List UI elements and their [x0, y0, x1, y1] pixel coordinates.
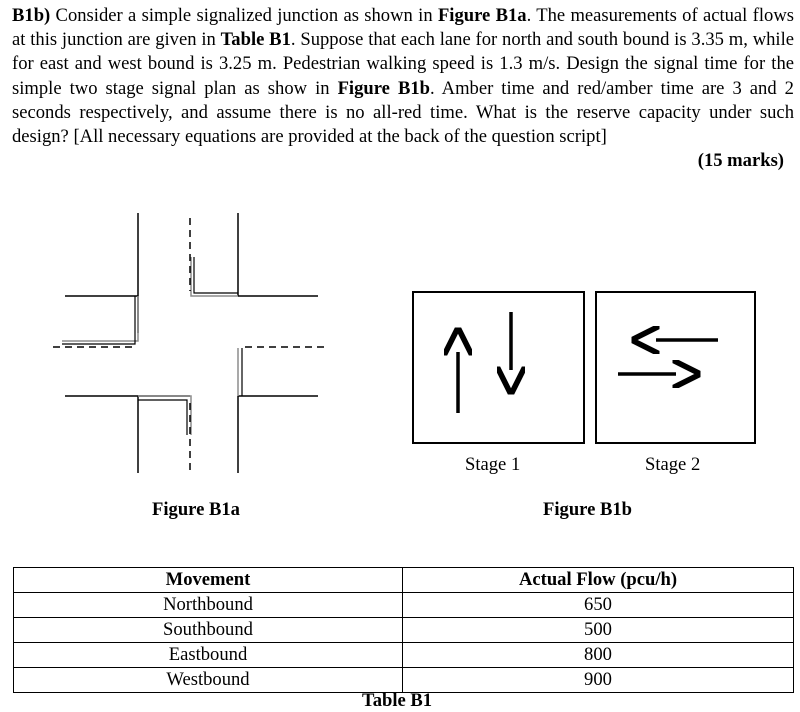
movement-cell: Eastbound: [14, 643, 403, 668]
question-text-part-1: Consider a simple signalized junction as shown in: [50, 5, 438, 26]
stage-2-label: Stage 2: [645, 454, 701, 475]
flow-table: [13, 567, 794, 693]
table-b1-caption: Table B1: [362, 690, 433, 711]
stage-2-box: [596, 292, 755, 443]
flow-cell: 650: [403, 593, 794, 618]
movement-cell: Southbound: [14, 618, 403, 643]
table-row: [14, 643, 794, 668]
stage-1-box: [413, 292, 584, 443]
figure-b1b-caption: Figure B1b: [543, 499, 633, 520]
movement-cell: Westbound: [14, 668, 403, 693]
stop-line: [191, 257, 238, 296]
movement-cell: Northbound: [14, 593, 403, 618]
junction-diagram: [50, 213, 330, 478]
signal-stage-diagram: [408, 288, 760, 448]
marks-label: (15 marks): [697, 150, 784, 172]
flow-cell: 900: [403, 668, 794, 693]
flow-cell: 500: [403, 618, 794, 643]
flow-cell: 800: [403, 643, 794, 668]
question-text-part-4: . Amber time and red/amber time are 3 and 2 seconds respectively, and assume there is no all-red time. What is the reserve capacity under such design? [All necessary equations are provided at the back of the question script]: [12, 77, 794, 148]
table-row: [14, 668, 794, 693]
table-header-movement: Movement: [14, 568, 403, 593]
table-header-row: [14, 568, 794, 593]
figure-b1a-caption: Figure B1a: [152, 499, 240, 520]
table-row: [14, 618, 794, 643]
stop-line: [194, 257, 238, 293]
stop-line: [62, 296, 135, 344]
stop-line: [138, 396, 191, 435]
stop-line: [138, 400, 187, 435]
table-row: [14, 593, 794, 618]
figure-b1a-reference: Figure B1a: [437, 5, 527, 26]
question-text-part-2: . The measurements of actual flows at this junction are given in: [12, 5, 794, 51]
table-b1-reference: Table B1: [220, 29, 291, 51]
question-label: B1b): [12, 5, 51, 26]
stage-1-label: Stage 1: [465, 454, 521, 475]
stop-line: [62, 296, 138, 341]
question-text: [12, 4, 794, 173]
question-text-part-3: . Suppose that each lane for north and south bound is 3.35 m, while for east and west bound is 3.25 m. Pedestrian walking speed is 1.3 m/s. Design the signal time for the simple two stage signal plan as show in: [12, 29, 794, 99]
figure-b1b-reference: Figure B1b: [337, 77, 430, 99]
table-header-flow: Actual Flow (pcu/h): [403, 568, 794, 593]
